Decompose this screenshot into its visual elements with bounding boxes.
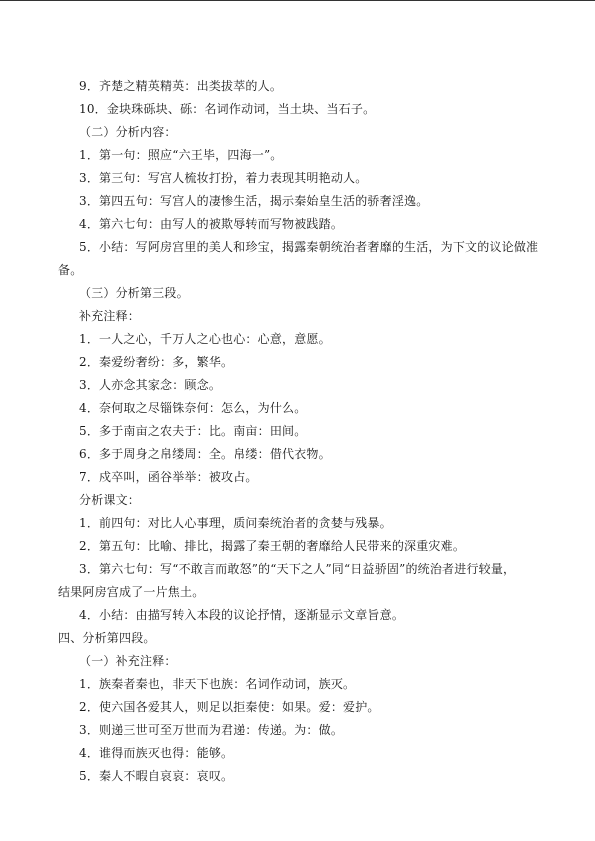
text-line-continuation: 备。 <box>58 263 83 277</box>
text-line: 1．一人之心，千万人之心也心：心意，意愿。 <box>79 332 331 346</box>
text-line: 1．第一句：照应“六王毕，四海一”。 <box>79 148 283 162</box>
text-line: 3．第四五句：写宫人的凄惨生活，揭示秦始皇生活的骄奢淫逸。 <box>79 194 429 208</box>
text-line: 5．小结：写阿房宫里的美人和珍宝，揭露秦朝统治者奢靡的生活，为下文的议论做准 <box>79 240 539 254</box>
top-border-rule <box>0 0 595 1</box>
text-line: 4．小结：由描写转入本段的议论抒情，逐渐显示文章旨意。 <box>79 608 405 622</box>
text-line: 7．戍卒叫，函谷举举：被攻占。 <box>79 470 258 484</box>
text-line: 4．第六七句：由写人的被欺辱转而写物被践踏。 <box>79 217 344 231</box>
text-line: 3．第六七句：写“不敢言而敢怒”的“天下之人”同“日益骄固”的统治者进行较量， <box>79 562 516 576</box>
text-line: 5．多于南亩之农夫于：比。南亩：田间。 <box>79 424 307 438</box>
section-heading: 四、分析第四段。 <box>58 631 156 645</box>
text-line: 2．秦爱纷奢纷：多，繁华。 <box>79 355 234 369</box>
text-line: 2．使六国各爱其人，则足以拒秦使：如果。爱：爱护。 <box>79 700 380 714</box>
text-line: 3．第三句：写宫人梳妆打扮，着力表现其明艳动人。 <box>79 171 368 185</box>
text-line: 1．族秦者秦也，非天下也族：名词作动词，族灭。 <box>79 677 356 691</box>
text-line: 3．则递三世可至万世而为君递：传递。为：做。 <box>79 723 344 737</box>
text-line: 10．金块珠砾块、砾：名词作动词，当土块、当石子。 <box>79 102 376 116</box>
section-heading: （二）分析内容： <box>79 125 177 139</box>
text-line-continuation: 结果阿房宫成了一片焦土。 <box>58 585 205 599</box>
subsection-label: 分析课文： <box>79 493 141 507</box>
text-line: 9．齐楚之精英精英：出类拔萃的人。 <box>79 79 283 93</box>
text-line: 4．谁得而族灭也得：能够。 <box>79 746 234 760</box>
subsection-label: 补充注释： <box>79 309 141 323</box>
text-line: 6．多于周身之帛缕周：全。帛缕：借代衣物。 <box>79 447 331 461</box>
section-heading: （三）分析第三段。 <box>79 286 189 300</box>
text-line: 2．第五句：比喻、排比，揭露了秦王朝的奢靡给人民带来的深重灾难。 <box>79 539 466 553</box>
text-line: 5．秦人不暇自哀哀：哀叹。 <box>79 769 234 783</box>
text-line: 1．前四句：对比人心事理，质问秦统治者的贪婪与残暴。 <box>79 516 392 530</box>
text-line: 3．人亦念其家念：顾念。 <box>79 378 222 392</box>
text-line: 4．奈何取之尽锱铢奈何：怎么，为什么。 <box>79 401 307 415</box>
section-heading: （一）补充注释： <box>79 654 177 668</box>
